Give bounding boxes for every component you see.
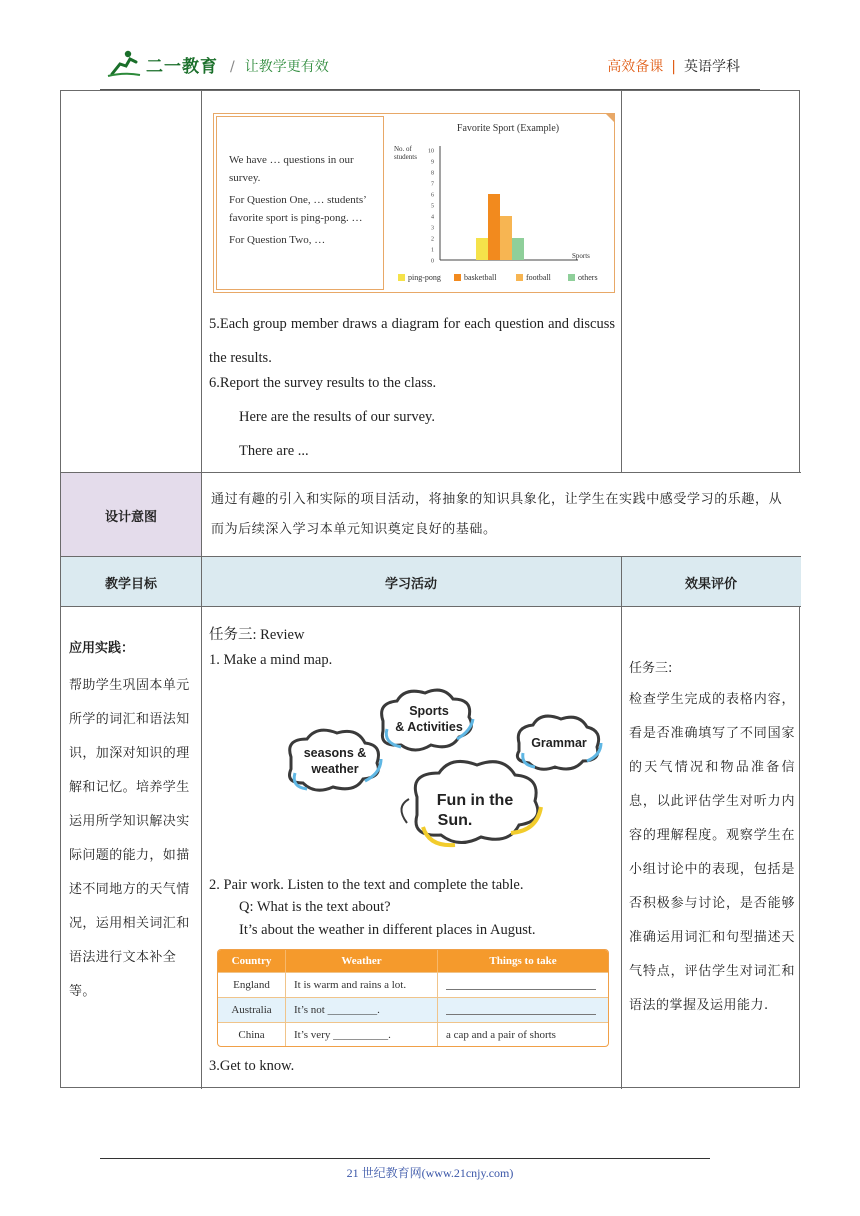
header-activities: 学习活动 [384, 576, 437, 592]
grammar-label: Grammar [531, 736, 587, 750]
sports-label-1: Sports [409, 704, 449, 718]
seasons-label-1: seasons & [303, 746, 367, 760]
seasons-label-2: weather [311, 762, 359, 776]
center-label-1: Fun in the [436, 792, 514, 809]
bar-football [500, 216, 512, 260]
y-tick-label: 8 [431, 170, 434, 177]
bar-ping-pong [476, 238, 488, 260]
runner-logo-icon [106, 50, 142, 78]
center-label-2: Sun. [437, 812, 473, 829]
y-tick-label: 10 [428, 148, 434, 155]
favorite-sport-chart [388, 114, 614, 292]
activity-1: 1. Make a mind map. [209, 652, 333, 668]
evaluation-text: 检查学生完成的表格内容，看是否准确填写了不同国家的天气情况和物品准备信息，以此评估学生对听力内容的理解程度。观察学生在小组讨论中的表现，包括是否积极参与讨论，是否能够准确运用词汇和句型描述天气特点，评估学生对词汇和语法的掌握及运用能力. [629, 692, 795, 1013]
template-line: For Question Two, … [229, 234, 326, 246]
legend-label: ping-pong [408, 273, 441, 282]
task-three-title: 任务三: Review [209, 627, 305, 643]
y-tick-label: 1 [431, 247, 434, 254]
country-cell: Australia [218, 998, 286, 1022]
legend-swatch [398, 274, 405, 281]
things-blank[interactable] [438, 998, 608, 1022]
step-5: 5.Each group member draws a diagram for each question and discuss the results. [209, 316, 615, 366]
page-header [100, 44, 760, 90]
col-divider [201, 557, 202, 1089]
bar-others [512, 238, 524, 260]
y-tick-label: 0 [431, 258, 434, 265]
table-row [218, 997, 608, 1022]
chart-xlabel: Sports [572, 252, 590, 260]
legend-swatch [454, 274, 461, 281]
col-things: Things to take [489, 955, 557, 967]
chart-title: Favorite Sport (Example) [456, 123, 560, 134]
cloud-center [401, 761, 541, 845]
weather-cell: It’s very __________. [286, 1023, 438, 1047]
col-divider [621, 557, 622, 1089]
col-divider [621, 91, 622, 473]
design-intent-row [61, 473, 801, 557]
country-cell: China [218, 1023, 286, 1047]
col-divider [201, 91, 202, 473]
cloud-sports [382, 690, 473, 750]
step-6: 6.Report the survey results to the class. [209, 375, 437, 391]
header-tag: 高效备课 [607, 59, 664, 75]
legend-label: basketball [464, 273, 497, 282]
activity-2: 2. Pair work. Listen to the text and complete the table. [209, 877, 524, 893]
template-line: We have … questions in our survey. [229, 154, 354, 184]
report-line-1: Here are the results of our survey. [239, 409, 435, 425]
lesson-table [60, 90, 800, 1088]
logo-text: 二一教育 [146, 56, 218, 77]
activity-3: 3.Get to know. [209, 1058, 295, 1074]
legend-label: others [578, 273, 598, 282]
legend-swatch [516, 274, 523, 281]
slogan-text: 让教学更有效 [244, 59, 329, 75]
weather-cell: It’s not _________. [286, 998, 438, 1022]
things-cell: a cap and a pair of shorts [446, 1029, 556, 1041]
legend-swatch [568, 274, 575, 281]
blank-line [446, 980, 596, 990]
country-cell: England [218, 973, 286, 997]
slogan-slash: / [230, 59, 235, 75]
example-figure [213, 113, 615, 293]
footer-text: 21 世纪教育网(www.21cnjy.com) [346, 1166, 514, 1180]
design-intent-label: 设计意图 [61, 473, 201, 557]
bar-basketball [488, 194, 500, 260]
table-row [218, 1022, 608, 1047]
chart-ylabel-1: No. of [394, 145, 412, 153]
objectives-text: 帮助学生巩固本单元所学的词汇和语法知识，加深对知识的理解和记忆。培养学生运用所学知识解决实际问题的能力，如描述不同地方的天气情况，运用相关词汇和语法进行文本补全等。 [69, 678, 190, 999]
y-tick-label: 2 [431, 236, 434, 243]
mind-map [211, 681, 611, 871]
header-subject [607, 56, 740, 76]
cloud-seasons [290, 730, 382, 790]
y-tick-label: 7 [431, 181, 434, 188]
chart-ylabel-2: students [394, 153, 417, 161]
report-template-box [216, 116, 384, 290]
y-tick-label: 3 [431, 225, 434, 232]
report-line-2: There are ... [239, 443, 309, 459]
objectives-title: 应用实践： [69, 641, 135, 656]
row-divider [61, 606, 801, 607]
evaluation-task: 任务三: [629, 661, 673, 676]
things-blank[interactable] [438, 973, 608, 997]
sports-label-2: & Activities [395, 720, 463, 734]
y-tick-label: 9 [431, 159, 434, 166]
template-line: For Question One, … students’ favorite sport is ping-pong. … [229, 194, 366, 224]
footer-divider [100, 1158, 710, 1159]
col-divider [201, 473, 202, 557]
col-country: Country [218, 950, 286, 972]
table-header-row [61, 557, 801, 607]
header-separator: | [671, 59, 676, 75]
cloud-grammar [517, 716, 601, 769]
blank-line [446, 1005, 596, 1015]
header-objectives: 教学目标 [104, 576, 157, 592]
header-subject-name: 英语学科 [684, 59, 740, 75]
header-evaluation: 效果评价 [684, 576, 737, 592]
weather-table [217, 949, 609, 1047]
legend-label: football [526, 273, 551, 282]
table-row [218, 972, 608, 997]
design-intent-text: 通过有趣的引入和实际的项目活动，将抽象的知识具象化，让学生在实践中感受学习的乐趣，从而为后续深入学习本单元知识奠定良好的基础。 [211, 492, 783, 537]
weather-table-header [218, 950, 608, 972]
y-tick-label: 5 [431, 203, 434, 210]
col-weather: Weather [286, 950, 438, 972]
y-tick-label: 4 [431, 214, 434, 221]
answer-line: It’s about the weather in different places in August. [239, 922, 536, 938]
weather-cell: It is warm and rains a lot. [286, 973, 438, 997]
question-line: Q: What is the text about? [239, 899, 391, 915]
y-tick-label: 6 [431, 192, 434, 199]
logo [106, 50, 218, 78]
slogan [230, 56, 329, 76]
